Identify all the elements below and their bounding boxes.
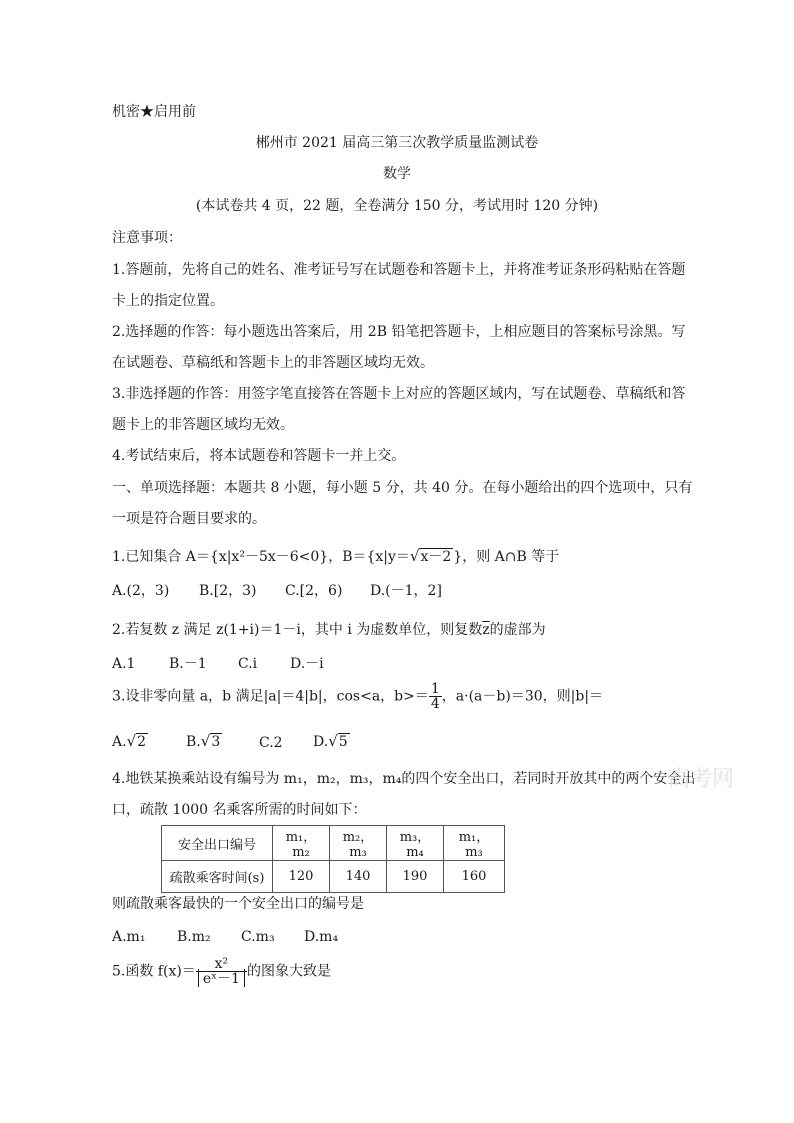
table-header-cell: m₁，m₂ bbox=[273, 826, 330, 861]
q3-option-d-label: D. bbox=[313, 734, 329, 750]
table-header-cell: m₁，m₃ bbox=[444, 826, 505, 861]
q2-option-d: D.－i bbox=[290, 656, 324, 672]
exam-info: (本试卷共 4 页，22 题，全卷满分 150 分，考试用时 120 分钟) bbox=[195, 198, 599, 214]
note-3-line-1: 3.非选择题的作答：用签字笔直接答在答题卡上对应的答题区域内，写在试题卷、草稿纸和答 bbox=[112, 386, 686, 402]
exam-title: 郴州市 2021 届高三第三次教学质量监测试卷 bbox=[255, 135, 539, 151]
q1-option-c: C.[2，6) bbox=[285, 583, 343, 599]
table-header-cell: 安全出口编号 bbox=[162, 826, 273, 861]
q3-option-a-label: A. bbox=[112, 734, 127, 750]
table-cell: 疏散乘客时间(s) bbox=[162, 861, 273, 893]
question-4-stem-line-2: 口，疏散 1000 名乘客所需的时间如下： bbox=[112, 802, 367, 818]
sqrt-expression: √x－2 bbox=[409, 547, 452, 565]
q2-option-a: A.1 bbox=[112, 656, 136, 672]
note-2-line-2: 在试题卷、草稿纸和答题卡上的非答题区域均无效。 bbox=[112, 355, 434, 371]
q3-option-c: C.2 bbox=[259, 735, 283, 751]
question-4-stem-line-1: 4.地铁某换乘站设有编号为 m₁，m₂，m₃，m₄的四个安全出口，若同时开放其中的两个安全出 bbox=[112, 771, 696, 787]
fraction-numerator: x² bbox=[214, 956, 229, 972]
q2-option-b: B.－1 bbox=[169, 656, 207, 672]
table-row bbox=[162, 861, 505, 893]
question-3-stem bbox=[112, 682, 603, 711]
sqrt-5: √5 bbox=[328, 732, 348, 750]
function-fraction bbox=[196, 957, 247, 986]
table-header-cell: m₂，m₃ bbox=[330, 826, 387, 861]
table-header-cell: m₃，m₄ bbox=[387, 826, 444, 861]
q3-option-b bbox=[186, 734, 222, 749]
notes-heading: 注意事项： bbox=[112, 230, 182, 246]
question-5-stem-b: 的图象大致是 bbox=[246, 963, 331, 980]
question-5-stem bbox=[112, 957, 331, 986]
q1-option-a: A.(2，3) bbox=[112, 583, 170, 599]
sqrt-2-radicand: 2 bbox=[137, 734, 147, 750]
abs-expression: eˣ－1 bbox=[198, 969, 245, 987]
question-5-stem-a: 5.函数 f(x)＝ bbox=[112, 963, 196, 980]
question-3-stem-a: 3.设非零向量 a，b 满足|a|＝4|b|，cos<a，b>＝ bbox=[112, 688, 429, 705]
watermark: 高考网 bbox=[668, 767, 735, 792]
question-4-question: 则疏散乘客最快的一个安全出口的编号是 bbox=[112, 896, 364, 912]
q1-option-b: B.[2，3) bbox=[199, 583, 257, 599]
sqrt-5-radicand: 5 bbox=[338, 734, 348, 750]
question-3-stem-b: ，a·(a－b)＝30，则|b|＝ bbox=[441, 688, 604, 705]
question-1-stem-a: 1.已知集合 A＝{x|x²－5x－6<0}，B＝{x|y＝ bbox=[112, 549, 410, 565]
question-2-stem-b: 的虚部为 bbox=[489, 622, 546, 638]
table-header-row bbox=[162, 826, 505, 861]
sqrt-radicand: x－2 bbox=[420, 549, 452, 565]
fraction-denominator: 4 bbox=[430, 696, 440, 712]
q3-option-d bbox=[313, 734, 350, 749]
subject-title: 数学 bbox=[383, 166, 411, 182]
q4-option-a: A.m₁ bbox=[112, 929, 146, 945]
note-2-line-1: 2.选择题的作答：每小题选出答案后，用 2B 铅笔把答题卡，上相应题目的答案标号涂黑。写 bbox=[112, 324, 686, 340]
sqrt-3: √3 bbox=[200, 732, 221, 750]
section-heading-line-2: 一项是符合题目要求的。 bbox=[112, 511, 266, 527]
q4-option-c: C.m₃ bbox=[241, 929, 275, 945]
table-cell: 140 bbox=[330, 861, 387, 893]
section-heading-line-1: 一、单项选择题：本题共 8 小题，每小题 5 分，共 40 分。在每小题给出的四个选项中，只有 bbox=[112, 480, 693, 496]
fraction-numerator: 1 bbox=[430, 681, 440, 697]
note-3-line-2: 题卡上的非答题区域均无效。 bbox=[112, 417, 294, 433]
q2-option-c: C.i bbox=[238, 656, 258, 672]
conjugate-z: $\overline{z}$ bbox=[482, 622, 490, 638]
fraction-one-quarter bbox=[429, 682, 442, 711]
evacuation-time-table bbox=[161, 825, 505, 893]
table-cell: 120 bbox=[273, 861, 330, 893]
sqrt-3-radicand: 3 bbox=[211, 734, 221, 750]
q4-option-d: D.m₄ bbox=[304, 929, 339, 945]
note-1-line-1: 1.答题前，先将自己的姓名、准考证号写在试题卷和答题卡上，并将准考证条形码粘贴在答题 bbox=[112, 262, 686, 278]
table-cell: 190 bbox=[387, 861, 444, 893]
question-2-stem-a: 2.若复数 z 满足 z(1+i)＝1－i，其中 i 为虚数单位，则复数 bbox=[112, 622, 483, 638]
note-1-line-2: 卡上的指定位置。 bbox=[112, 293, 224, 309]
fraction-denominator bbox=[196, 971, 247, 986]
table-cell: 160 bbox=[444, 861, 505, 893]
q3-option-b-label: B. bbox=[186, 734, 201, 750]
q1-option-d: D.(－1，2] bbox=[370, 583, 442, 599]
sqrt-2: √2 bbox=[126, 732, 147, 750]
confidential-label: 机密★启用前 bbox=[112, 104, 196, 120]
q4-option-b: B.m₂ bbox=[177, 929, 211, 945]
note-4: 4.考试结束后，将本试题卷和答题卡一并上交。 bbox=[112, 448, 406, 464]
question-2-stem bbox=[112, 623, 546, 637]
question-1-stem bbox=[112, 549, 559, 564]
question-1-stem-b: }，则 A∩B 等于 bbox=[453, 549, 560, 565]
q3-option-a bbox=[112, 734, 148, 749]
